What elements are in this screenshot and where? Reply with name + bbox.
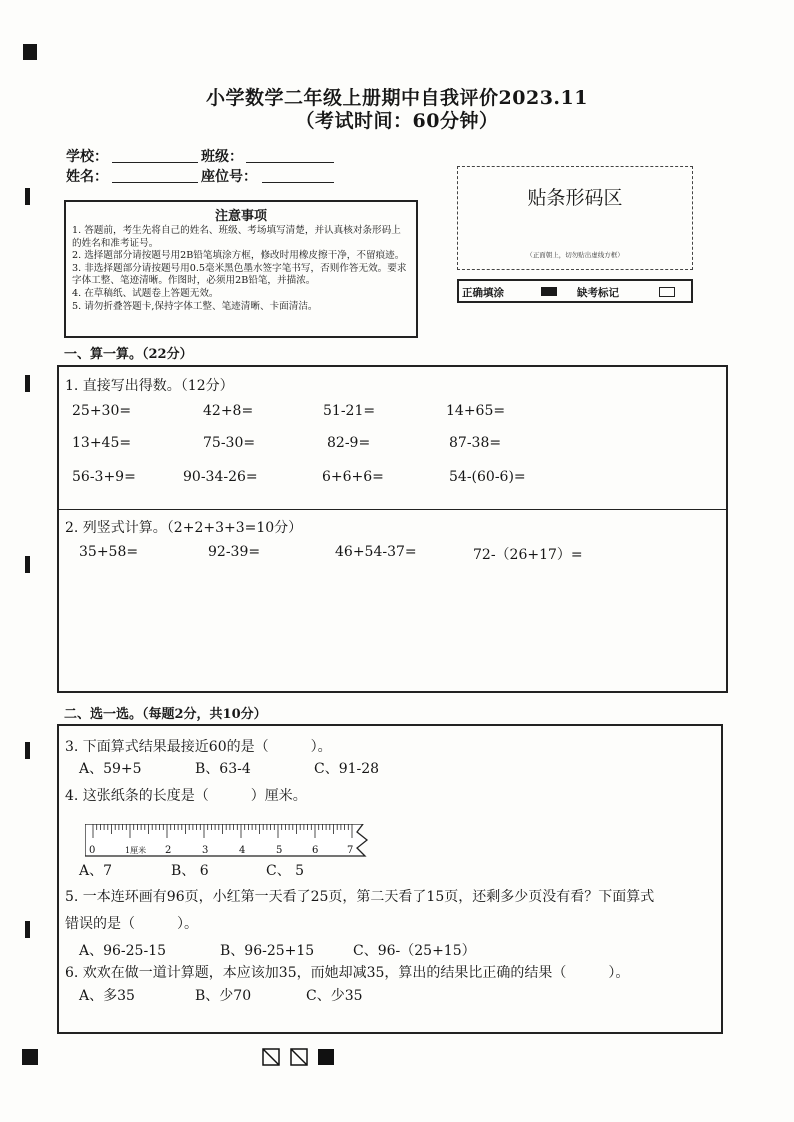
q6-option-a[interactable]: A、多35 xyxy=(79,988,135,1004)
q5-option-b[interactable]: B、96-25+15 xyxy=(220,943,315,959)
registration-mark-bottom-left xyxy=(22,1049,38,1065)
ruler-label: 7 xyxy=(347,845,354,856)
timing-mark xyxy=(25,921,30,938)
notice-item: 4. 在草稿纸、试题卷上答题无效。 xyxy=(72,287,219,299)
ruler-label: 6 xyxy=(312,845,319,856)
notice-item: 2. 选择题部分请按题号用2B铅笔填涂方框，修改时用橡皮擦干净，不留痕迹。 xyxy=(72,250,405,262)
q1-item: 82-9= xyxy=(327,435,371,451)
notice-item: 3. 非选择题部分请按题号用0.5毫米黑色墨水签字笔书写，否则作答无效。要求字体工整、笔迹清晰。作图时，必须用2B铅笔，并描浓。 xyxy=(72,262,407,287)
class-field[interactable] xyxy=(246,162,334,163)
ruler-label: 3 xyxy=(202,845,209,856)
q1-item: 87-38= xyxy=(449,435,502,451)
q1-item: 90-34-26= xyxy=(183,469,258,485)
class-label: 班级： xyxy=(201,149,243,165)
q1-item: 51-21= xyxy=(323,403,376,419)
q5-option-a[interactable]: A、96-25-15 xyxy=(79,943,167,959)
section-1-title: 一、算一算。（22分） xyxy=(64,347,193,362)
absent-mark-label: 缺考标记 xyxy=(577,287,619,299)
school-field[interactable] xyxy=(112,162,198,163)
q5-stem-line2: 错误的是（ ）。 xyxy=(65,916,198,932)
fill-legend xyxy=(457,279,693,303)
exam-title: 小学数学二年级上册期中自我评价2023.11 xyxy=(206,87,588,109)
q3-option-b[interactable]: B、63-4 xyxy=(195,761,251,777)
ruler-label: 0 xyxy=(89,845,96,856)
filled-box-icon xyxy=(318,1049,334,1065)
q6-stem: 6. 欢欢在做一道计算题，本应该加35，而她却减35，算出的结果比正确的结果（ ）。 xyxy=(65,965,630,981)
q1-item: 25+30= xyxy=(72,403,132,419)
ruler-svg xyxy=(85,824,371,858)
q3-option-c[interactable]: C、91-28 xyxy=(314,761,380,777)
q1-item: 42+8= xyxy=(203,403,254,419)
registration-mark-top-left xyxy=(23,44,37,60)
barcode-title: 贴条形码区 xyxy=(527,187,623,209)
q3-stem: 3. 下面算式结果最接近60的是（ ）。 xyxy=(65,739,332,755)
q4-option-a[interactable]: A、7 xyxy=(79,863,113,879)
section-2-answer-box xyxy=(57,724,723,1034)
q5-option-c[interactable]: C、96-（25+15） xyxy=(353,943,476,959)
ruler-label: 1厘米 xyxy=(125,846,147,855)
timing-mark xyxy=(25,188,30,205)
q6-option-b[interactable]: B、少70 xyxy=(195,988,252,1004)
q2-item: 72-（26+17）= xyxy=(473,547,583,563)
q4-option-c[interactable]: C、 5 xyxy=(266,863,305,879)
divider xyxy=(59,509,726,510)
barcode-note: （正面朝上，切勿贴出虚线方框） xyxy=(526,251,624,259)
q1-item: 6+6+6= xyxy=(322,469,384,485)
q2-item: 35+58= xyxy=(79,544,139,560)
seat-field[interactable] xyxy=(262,182,334,183)
q1-item: 54-(60-6)= xyxy=(449,469,526,485)
correct-fill-label: 正确填涂 xyxy=(462,287,504,299)
ruler-label: 5 xyxy=(276,845,283,856)
notice-title: 注意事项 xyxy=(214,209,267,224)
timing-mark xyxy=(25,375,30,392)
q1-item: 13+45= xyxy=(72,435,132,451)
q2-title: 2. 列竖式计算。（2+2+3+3=10分） xyxy=(65,520,303,536)
q2-item: 46+54-37= xyxy=(335,544,417,560)
name-field[interactable] xyxy=(112,182,198,183)
q5-stem-line1: 5. 一本连环画有96页，小红第一天看了25页，第二天看了15页，还剩多少页没有看？下面算式 xyxy=(65,889,655,905)
q1-item: 56-3+9= xyxy=(72,469,136,485)
seat-label: 座位号： xyxy=(201,169,257,185)
q1-title: 1. 直接写出得数。（12分） xyxy=(65,378,234,394)
q2-item: 92-39= xyxy=(208,544,261,560)
q1-item: 75-30= xyxy=(203,435,256,451)
notice-box xyxy=(64,200,418,338)
q1-item: 14+65= xyxy=(446,403,506,419)
ruler-label: 2 xyxy=(165,845,172,856)
timing-mark xyxy=(25,556,30,573)
q3-option-a[interactable]: A、59+5 xyxy=(79,761,142,777)
barcode-area[interactable] xyxy=(457,166,693,270)
filled-box-icon xyxy=(541,287,557,296)
absent-mark-checkbox[interactable] xyxy=(659,287,675,297)
ruler-figure xyxy=(85,824,371,858)
q6-option-c[interactable]: C、少35 xyxy=(306,988,363,1004)
name-label: 姓名： xyxy=(66,169,108,185)
q4-option-b[interactable]: B、 6 xyxy=(171,863,209,879)
page-id-marks xyxy=(262,1048,338,1066)
school-label: 学校： xyxy=(66,149,108,165)
exam-subtitle: （考试时间：60分钟） xyxy=(295,110,499,132)
section-2-title: 二、选一选。（每题2分，共10分） xyxy=(64,707,267,722)
q4-stem: 4. 这张纸条的长度是（ ）厘米。 xyxy=(65,788,307,804)
ruler-label: 4 xyxy=(239,845,246,856)
timing-mark xyxy=(25,742,30,759)
notice-item: 1. 答题前，考生先将自己的姓名、班级、考场填写清楚，并认真核对条形码上的姓名和准考证号。 xyxy=(72,225,401,249)
notice-item: 5. 请勿折叠答题卡,保持字体工整、笔迹清晰、卡面清洁。 xyxy=(72,300,318,312)
